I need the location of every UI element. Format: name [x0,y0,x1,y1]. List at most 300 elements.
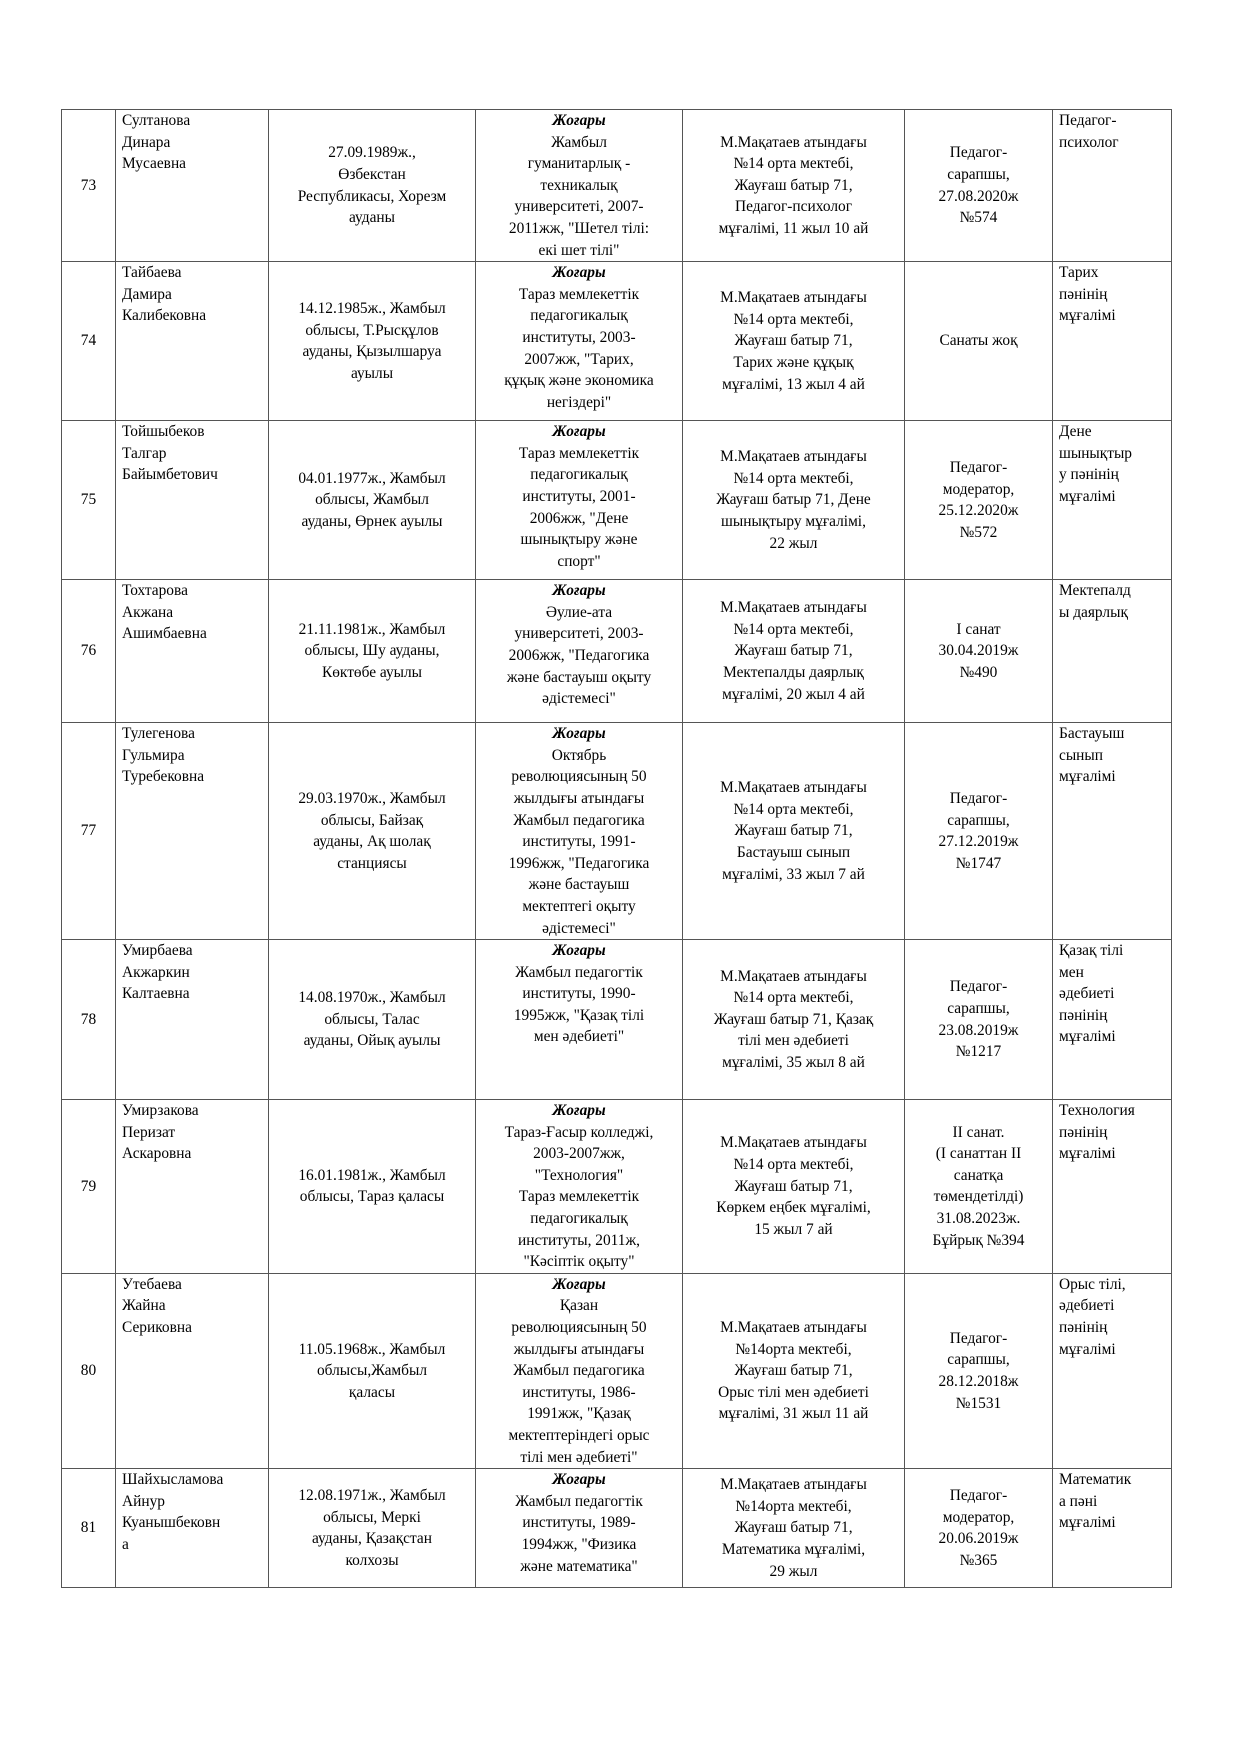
birth-info-line: облысы, Талас [324,1010,420,1028]
teacher-name-line: Султанова [122,112,191,129]
table-row [62,580,1172,723]
position-line: мұғалімі [1059,307,1116,325]
education-info [476,421,683,580]
position [1053,110,1172,262]
workplace-info-line: №14 орта мектебі, [733,155,854,173]
workplace-info-line: 15 жыл 7 ай [754,1220,833,1238]
education-info-line: және математика" [520,1557,638,1575]
education-info-line: педагогикалық [530,1210,628,1228]
education-level: Жоғары [552,423,606,441]
birth-info-line: облысы, Шу ауданы, [304,642,440,660]
teacher-name-line: Тулегенова [122,725,195,743]
position-line: а пәні [1059,1492,1098,1510]
education-info [476,1273,683,1468]
workplace-info-line: Жауғаш батыр 71, [734,332,853,350]
teacher-name-line: Динара [122,133,171,151]
workplace-info-line: М.Мақатаев атындағы [720,967,867,985]
position-line: Мектепалд [1059,582,1131,600]
education-info-line: Жамбыл педагогика [513,811,645,829]
qualification-category-line: І санат [956,620,1001,638]
table-row [62,1469,1172,1588]
position [1053,1100,1172,1274]
workplace-info-line: Педагог-психолог [734,198,853,216]
teacher-name-line: Байымбетович [122,466,218,484]
education-info-line: әдістемесі" [542,919,616,937]
birth-info-line: 27.09.1989ж., [328,144,416,162]
position [1053,262,1172,421]
education-info [476,723,683,940]
workplace-info [683,421,905,580]
education-info-line: Жамбыл педагогика [513,1362,645,1380]
birth-info-line: 21.11.1981ж., Жамбыл [298,620,446,638]
teacher-name-line: Акжана [122,603,174,621]
birth-info-line: 12.08.1971ж., Жамбыл [298,1487,446,1504]
teacher-name-line: Тохтарова [122,582,188,600]
qualification-category-line: 30.04.2019ж [938,642,1019,660]
workplace-info-line: Жауғаш батыр 71, [734,1519,853,1537]
workplace-info-line: М.Мақатаев атындағы [720,599,867,617]
workplace-info-line: М.Мақатаев атындағы [720,448,867,466]
qualification-category [905,580,1053,723]
education-info-line: институты, 1986- [522,1383,636,1401]
education-info-line: 1995жж, "Қазақ тілі [513,1006,645,1024]
position-line: мұғалімі [1059,1028,1116,1046]
teacher-name-line: Умирзакова [122,1102,199,1120]
workplace-info-line: М.Мақатаев атындағы [720,289,867,307]
education-info-line: жылдығы атындағы [513,789,645,807]
birth-info-line: ауылы [350,364,394,382]
qualification-category-line: модератор, [942,1508,1015,1526]
education-info-line: шынықтыру және [520,531,638,549]
education-info-line: 2003-2007жж, [533,1145,625,1163]
table-row [62,723,1172,940]
education-info-line: институты, 2003- [522,328,636,346]
workplace-info-line: №14 орта мектебі, [733,800,854,818]
qualification-category [905,723,1053,940]
staff-table [61,109,1172,1588]
qualification-category-line: 25.12.2020ж [938,502,1019,520]
position-line: Орыс тілі, [1059,1275,1126,1293]
row-number: 74 [62,262,116,421]
education-info-line: институты, 2011ж, [518,1231,640,1249]
teacher-name [116,262,269,421]
table-row [62,262,1172,421]
education-info [476,1469,683,1588]
teacher-name-line: Сериковна [122,1319,192,1337]
birth-info [269,1100,476,1274]
workplace-info-line: №14 орта мектебі, [733,1156,854,1174]
birth-info-line: 29.03.1970ж., Жамбыл [298,789,446,807]
teacher-name-line: Калтаевна [122,985,190,1003]
position-line: әдебиеті [1059,985,1115,1003]
education-info-line: 2007жж, "Тарих, [524,350,634,368]
teacher-name-line: Тайбаева [122,264,182,282]
teacher-name-line: Перизат [122,1123,176,1141]
workplace-info-line: Жауғаш батыр 71, [734,642,853,660]
position [1053,1273,1172,1468]
education-info-line: Тараз мемлекеттік [518,285,640,303]
workplace-info [683,723,905,940]
qualification-category-line: Педагог- [949,789,1008,807]
birth-info-line: 11.05.1968ж., Жамбыл [298,1340,446,1358]
birth-info [269,940,476,1100]
position-line: пәнінің [1059,1319,1108,1337]
workplace-info-line: мұғалімі, 35 жыл 8 ай [722,1053,865,1071]
qualification-category-line: Педагог- [949,144,1008,162]
education-info-line: университеті, 2007- [514,198,644,216]
qualification-category-line: №365 [959,1551,998,1569]
birth-info-line: қаласы [348,1383,396,1401]
workplace-info-line: мұғалімі, 13 жыл 4 ай [722,375,865,393]
workplace-info-line: мұғалімі, 31 жыл 11 ай [718,1405,869,1423]
row-number: 80 [62,1273,116,1468]
teacher-name-line: Шайхысламова [122,1471,224,1489]
position-line: пәнінің [1059,285,1108,303]
position-line: у пәнінің [1059,466,1119,484]
birth-info [269,1469,476,1588]
education-info-line: мен әдебиеті" [533,1028,625,1046]
workplace-info-line: Орыс тілі мен әдебиеті [718,1383,869,1401]
qualification-category-line: 28.12.2018ж [938,1373,1019,1391]
qualification-category-line: модератор, [942,480,1015,498]
birth-info-line: облысы, Жамбыл [315,491,429,509]
position-line: мұғалімі [1059,768,1116,786]
teacher-name [116,421,269,580]
education-level: Жоғары [552,1102,606,1120]
position-line: ы даярлық [1059,603,1128,621]
education-info-line: 1996жж, "Педагогика [508,854,650,872]
teacher-name [116,110,269,262]
teacher-name-line: Мусаевна [122,155,187,173]
birth-info-line: 16.01.1981ж., Жамбыл [298,1166,446,1184]
qualification-category-line: Педагог- [949,1329,1008,1347]
workplace-info-line: Мектепалды даярлық [723,663,864,681]
workplace-info-line: мұғалімі, 20 жыл 4 ай [722,685,865,703]
education-info-line: екі шет тілі" [538,241,620,259]
row-number: 78 [62,940,116,1100]
workplace-info-line: шынықтыру мұғалімі, [721,512,866,530]
education-info-line: Жамбыл педагогтік [515,963,643,981]
workplace-info-line: Жауғаш батыр 71, [734,1177,853,1195]
education-info-line: техникалық [540,176,618,194]
qualification-category-line: 31.08.2023ж. [936,1210,1021,1228]
teacher-name [116,580,269,723]
workplace-info [683,940,905,1100]
birth-info [269,262,476,421]
education-info-line: институты, 1989- [522,1514,636,1532]
qualification-category [905,1100,1053,1274]
position-line: Тарих [1059,264,1099,282]
qualification-category [905,110,1053,262]
education-info-line: мектептегі оқыту [522,897,636,915]
qualification-category-line: сарапшы, [947,811,1010,829]
qualification-category-line: №1217 [955,1043,1002,1061]
position [1053,421,1172,580]
workplace-info-line: М.Мақатаев атындағы [720,1134,867,1152]
row-number: 79 [62,1100,116,1274]
workplace-info-line: №14 орта мектебі, [733,469,854,487]
position [1053,723,1172,940]
teacher-name-line: Туребековна [122,768,205,786]
birth-info-line: ауданы, Ақ шолақ [313,833,431,851]
qualification-category-line: Бұйрық №394 [932,1231,1025,1249]
education-level: Жоғары [552,112,606,129]
position-line: Математик [1059,1471,1132,1489]
birth-info-line: ауданы, Қазақстан [311,1530,432,1548]
birth-info-line: ауданы, Ойық ауылы [303,1032,441,1050]
qualification-category-line: Санаты жоқ [939,332,1018,350]
education-level: Жоғары [552,582,606,600]
teacher-name [116,1469,269,1588]
education-info-line: әдістемесі" [542,690,616,708]
education-info-line: тілі мен әдебиеті" [520,1448,638,1466]
qualification-category-line: сарапшы, [947,1351,1010,1369]
teacher-name-line: Утебаева [122,1275,182,1293]
workplace-info-line: №14 орта мектебі, [733,620,854,638]
teacher-name-line: Аскаровна [122,1145,192,1163]
birth-info-line: колхозы [345,1551,399,1569]
teacher-name [116,723,269,940]
education-info [476,940,683,1100]
education-info-line: Әулие-ата [545,603,613,621]
qualification-category-line: төмендетілді) [933,1188,1024,1206]
qualification-category [905,1469,1053,1588]
workplace-info-line: М.Мақатаев атындағы [720,1319,867,1337]
education-info-line: Қазан [559,1297,599,1315]
position-line: мен [1059,963,1084,981]
teacher-name-line: Тойшыбеков [122,423,205,441]
education-info [476,110,683,262]
workplace-info-line: 29 жыл [769,1562,818,1580]
teacher-name-line: Гульмира [122,746,185,764]
education-info-line: институты, 2001- [522,487,636,505]
workplace-info-line: Көркем еңбек мұғалімі, [716,1199,871,1217]
education-info-line: революциясының 50 [511,768,647,786]
workplace-info-line: Бастауыш сынып [736,843,851,861]
teacher-name-line: Жайна [122,1297,166,1315]
teacher-name-line: Калибековна [122,307,207,325]
workplace-info [683,580,905,723]
education-info-line: 2006жж, "Дене [529,509,629,527]
position [1053,1469,1172,1588]
qualification-category-line: сарапшы, [947,1000,1010,1017]
position-line: Қазақ тілі [1059,942,1124,960]
table-row [62,110,1172,262]
education-info-line: және бастауыш оқыту [506,668,652,686]
workplace-info-line: мұғалімі, 11 жыл 10 ай [718,219,869,237]
teacher-name-line: Умирбаева [122,942,193,960]
teacher-name-line: а [122,1535,129,1553]
birth-info [269,1273,476,1468]
teacher-name-line: Айнур [122,1492,165,1510]
birth-info-line: ауданы, Өрнек ауылы [301,512,443,530]
qualification-category-line: сарапшы, [947,165,1010,183]
education-info-line: спорт" [557,552,601,570]
position-line: мұғалімі [1059,1514,1116,1532]
workplace-info-line: Математика мұғалімі, [721,1540,866,1558]
position-line: Бастауыш [1059,725,1125,743]
education-info-line: 1991жж, "Қазақ [527,1405,631,1423]
qualification-category-line: 20.06.2019ж [938,1530,1019,1548]
birth-info-line: облысы, Меркі [323,1508,421,1526]
education-level: Жоғары [552,725,606,743]
birth-info-line: облысы, Т.Рысқұлов [305,321,439,339]
position-line: мұғалімі [1059,1340,1116,1358]
table-row [62,940,1172,1100]
education-info-line: Тараз мемлекеттік [518,1188,640,1206]
qualification-category-line: №572 [959,523,998,541]
education-info [476,262,683,421]
workplace-info-line: Жауғаш батыр 71, Қазақ [713,1010,874,1028]
birth-info [269,580,476,723]
workplace-info-line: тілі мен әдебиеті [738,1032,849,1050]
position-line: Технология [1059,1102,1135,1120]
birth-info-line: Өзбекстан [338,165,406,183]
qualification-category-line: Педагог- [949,978,1008,996]
row-number: 76 [62,580,116,723]
education-info-line: революциясының 50 [511,1319,647,1337]
education-info-line: институты, 1991- [522,833,636,851]
position-line: пәнінің [1059,1123,1108,1141]
birth-info-line: облысы, Тараз қаласы [299,1188,445,1206]
position-line: әдебиеті [1059,1297,1115,1315]
workplace-info-line: Жауғаш батыр 71, [734,176,853,194]
qualification-category [905,940,1053,1100]
education-info-line: 2006жж, "Педагогика [508,646,650,664]
workplace-info-line: 22 жыл [769,534,818,552]
teacher-name-line: Куанышбековн [122,1514,221,1532]
teacher-name [116,1100,269,1274]
birth-info [269,421,476,580]
position [1053,940,1172,1100]
birth-info-line: станциясы [337,854,407,872]
qualification-category-line: №1747 [955,854,1002,872]
education-info-line: Жамбыл педагогтік [515,1492,643,1510]
teacher-name-line: Дамира [122,285,172,303]
qualification-category-line: санатқа [953,1166,1004,1184]
workplace-info-line: М.Мақатаев атындағы [720,1476,867,1494]
row-number: 73 [62,110,116,262]
education-info-line: Тараз мемлекеттік [518,444,640,462]
education-info-line: жылдығы атындағы [513,1340,645,1358]
workplace-info [683,1469,905,1588]
workplace-info-line: мұғалімі, 33 жыл 7 ай [722,865,865,883]
row-number: 81 [62,1469,116,1588]
qualification-category [905,1273,1053,1468]
position-line: пәнінің [1059,1006,1108,1024]
birth-info-line: ауданы [348,209,395,227]
education-level: Жоғары [552,1471,606,1489]
qualification-category-line: 27.12.2019ж [938,833,1019,851]
education-info-line: Октябрь [551,746,607,764]
education-info [476,580,683,723]
education-info-line: Тараз-Ғасыр колледжі, [504,1123,654,1141]
workplace-info [683,1273,905,1468]
staff-table-body [62,110,1172,1588]
birth-info [269,110,476,262]
education-info-line: "Технология" [534,1166,624,1184]
teacher-name-line: Ашимбаевна [122,625,207,643]
workplace-info-line: №14 орта мектебі, [733,310,854,328]
qualification-category-line: ІІ санат. [952,1123,1005,1141]
workplace-info-line: Жауғаш батыр 71, [734,822,853,840]
workplace-info-line: М.Мақатаев атындағы [720,779,867,797]
birth-info-line: Республикасы, Хорезм [297,187,447,205]
position-line: Дене [1059,423,1092,441]
birth-info-line: облысы, Байзақ [320,811,424,829]
education-level: Жоғары [552,264,606,282]
position-line: Педагог- [1059,112,1117,129]
workplace-info-line: Тарих және құқық [733,353,854,371]
qualification-category-line: 23.08.2019ж [938,1021,1019,1039]
workplace-info-line: №14орта мектебі, [735,1497,852,1515]
education-info-line: "Кәсіптік оқыту" [523,1253,635,1271]
birth-info-line: 14.12.1985ж., Жамбыл [298,299,446,317]
workplace-info [683,262,905,421]
position-line: мұғалімі [1059,1145,1116,1163]
education-info-line: құқық және экономика [504,372,654,390]
workplace-info [683,110,905,262]
birth-info-line: 14.08.1970ж., Жамбыл [298,989,446,1007]
education-info [476,1100,683,1274]
qualification-category [905,262,1053,421]
qualification-category-line: (І санаттан ІІ [935,1145,1022,1163]
education-info-line: және бастауыш [528,876,630,894]
row-number: 77 [62,723,116,940]
birth-info-line: Көктөбе ауылы [321,663,423,681]
position-line: психолог [1059,133,1119,151]
qualification-category-line: Педагог- [949,458,1008,476]
education-level: Жоғары [552,942,606,960]
education-info-line: гуманитарлық - [527,155,631,173]
table-row [62,1100,1172,1274]
education-info-line: педагогикалық [530,307,628,325]
education-info-line: Жамбыл [551,133,607,151]
workplace-info [683,1100,905,1274]
workplace-info-line: №14 орта мектебі, [733,989,854,1007]
position-line: шынықтыр [1059,444,1133,462]
position-line: сынып [1059,746,1103,764]
workplace-info-line: Жауғаш батыр 71, Дене [716,491,871,509]
birth-info [269,723,476,940]
birth-info-line: ауданы, Қызылшаруа [302,343,442,361]
qualification-category-line: 27.08.2020ж [938,187,1019,205]
position-line: мұғалімі [1059,487,1116,505]
education-info-line: институты, 1990- [522,985,636,1003]
education-info-line: мектептеріндегі орыс [508,1427,650,1444]
education-info-line: негіздері" [546,393,612,411]
workplace-info-line: М.Мақатаев атындағы [720,133,867,151]
education-info-line: университеті, 2003- [514,625,644,643]
row-number: 75 [62,421,116,580]
education-info-line: 2011жж, "Шетел тілі: [508,219,650,237]
position [1053,580,1172,723]
teacher-name-line: Акжаркин [122,963,190,981]
workplace-info-line: Жауғаш батыр 71, [734,1362,853,1380]
qualification-category-line: №490 [959,663,998,681]
table-row [62,1273,1172,1468]
education-level: Жоғары [552,1275,606,1293]
workplace-info-line: №14орта мектебі, [735,1340,852,1358]
table-row [62,421,1172,580]
teacher-name [116,940,269,1100]
birth-info-line: 04.01.1977ж., Жамбыл [298,469,446,487]
education-info-line: педагогикалық [530,466,628,484]
qualification-category-line: №1531 [955,1394,1002,1412]
birth-info-line: облысы,Жамбыл [316,1362,427,1380]
qualification-category [905,421,1053,580]
teacher-name [116,1273,269,1468]
